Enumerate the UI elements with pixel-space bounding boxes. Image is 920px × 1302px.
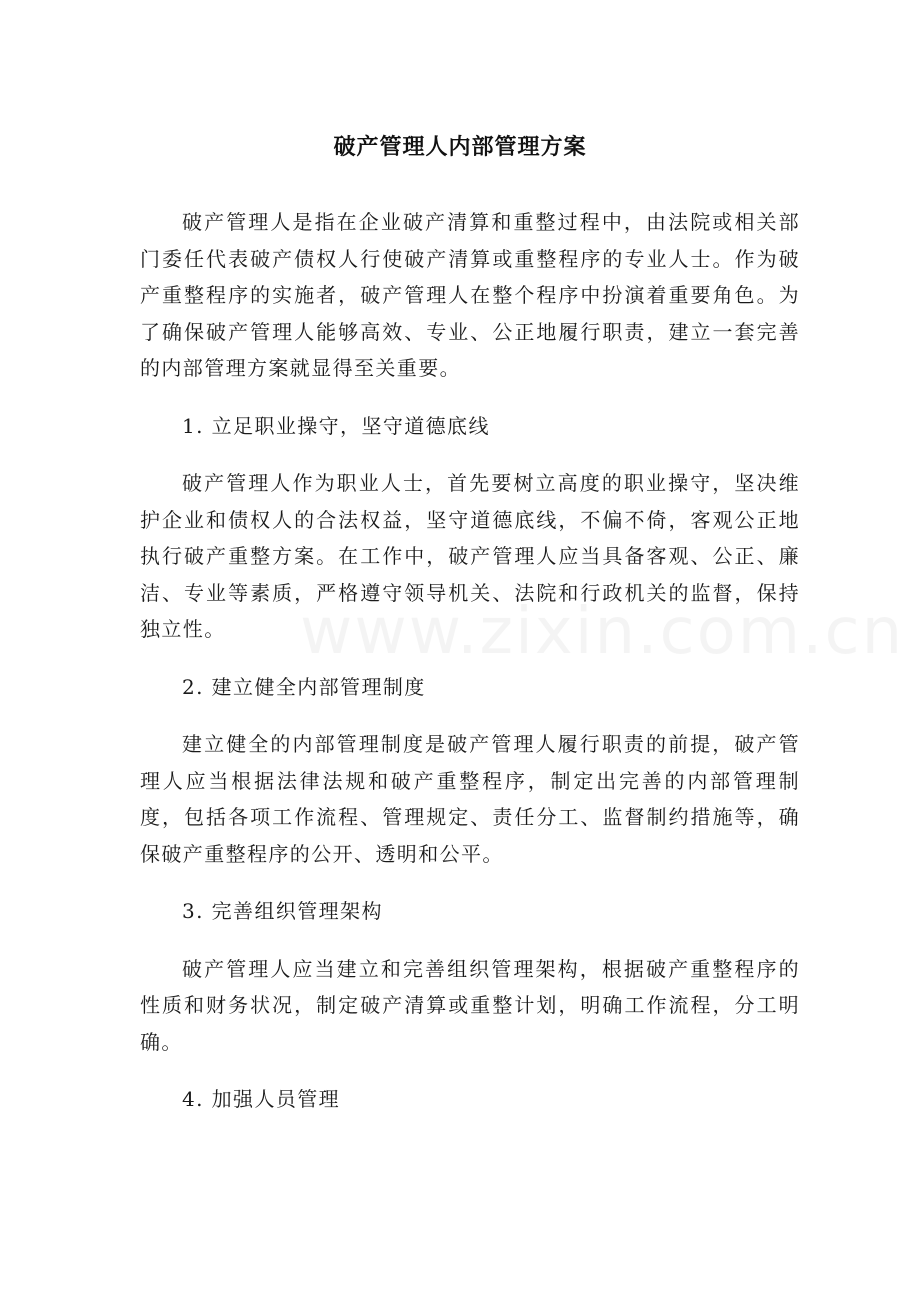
section-heading-4: 4. 加强人员管理 (182, 1087, 341, 1111)
document-body (140, 204, 800, 1139)
section-paragraph-1: 破产管理人作为职业人士，首先要树立高度的职业操守，坚决维护企业和债权人的合法权益，坚守道德底线，不偏不倚，客观公正地执行破产重整方案。在工作中，破产管理人应当具备客观、公正、廉洁、专业等素质，严格遵守领导机关、法院和行政机关的监督，保持独立性。 (140, 471, 800, 641)
section-heading-3: 3. 完善组织管理架构 (182, 899, 383, 923)
document-title: 破产管理人内部管理方案 (333, 135, 587, 160)
section-heading-1: 1. 立足职业操守，坚守道德底线 (182, 413, 490, 438)
section-heading-2: 2. 建立健全内部管理制度 (182, 674, 426, 699)
section-paragraph-2: 建立健全的内部管理制度是破产管理人履行职责的前提，破产管理人应当根据法律法规和破产重整程序，制定出完善的内部管理制度，包括各项工作流程、管理规定、责任分工、监督制约措施等，确保破产重整程序的公开、透明和公平。 (140, 732, 800, 866)
intro-paragraph: 破产管理人是指在企业破产清算和重整过程中，由法院或相关部门委任代表破产债权人行使破产清算或重整程序的专业人士。作为破产重整程序的实施者，破产管理人在整个程序中扮演着重要角色。为了确保破产管理人能够高效、专业、公正地履行职责，建立一套完善的内部管理方案就显得至关重要。 (140, 210, 800, 380)
section-paragraph-3: 破产管理人应当建立和完善组织管理架构，根据破产重整程序的性质和财务状况，制定破产清算或重整计划，明确工作流程，分工明确。 (140, 956, 800, 1054)
